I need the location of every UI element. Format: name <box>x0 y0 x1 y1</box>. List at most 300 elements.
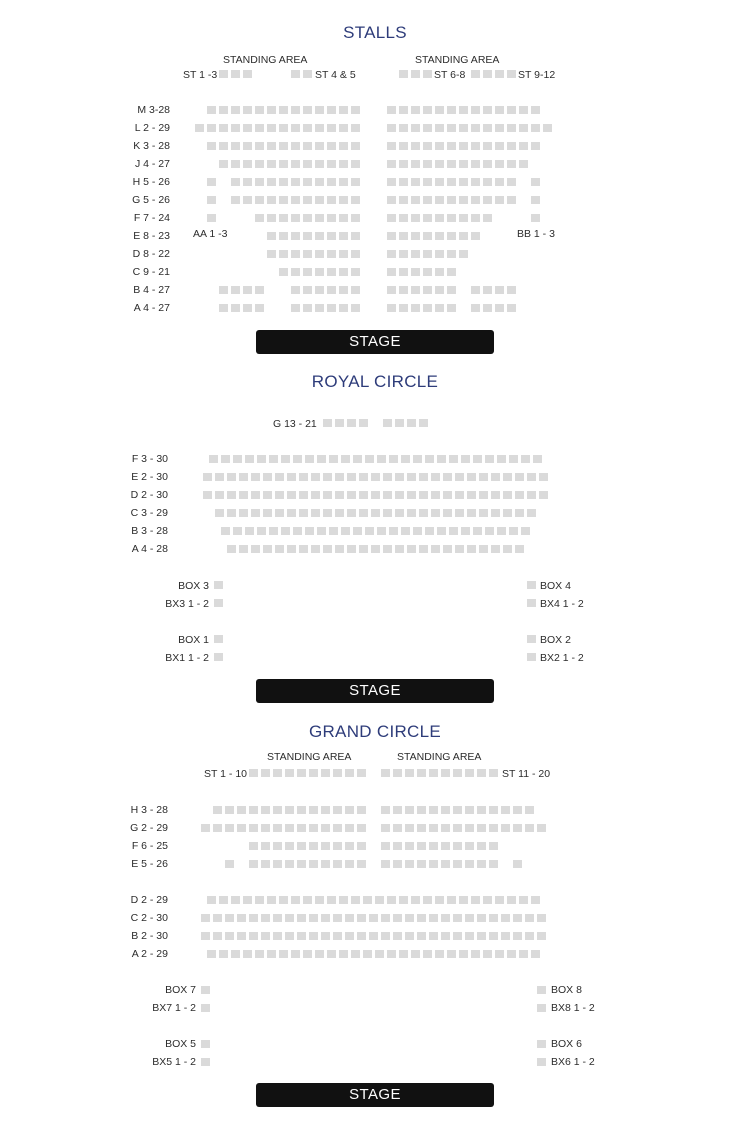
seat[interactable] <box>255 124 264 132</box>
seat[interactable] <box>291 896 300 904</box>
seat[interactable] <box>351 106 360 114</box>
seat[interactable] <box>309 806 318 814</box>
seat[interactable] <box>399 70 408 78</box>
seat[interactable] <box>333 860 342 868</box>
seat[interactable] <box>351 196 360 204</box>
seat[interactable] <box>459 106 468 114</box>
seat[interactable] <box>411 896 420 904</box>
seat[interactable] <box>423 950 432 958</box>
seat[interactable] <box>285 806 294 814</box>
seat[interactable] <box>281 455 290 463</box>
seat[interactable] <box>339 268 348 276</box>
seat[interactable] <box>275 473 284 481</box>
seat[interactable] <box>345 932 354 940</box>
seat[interactable] <box>417 842 426 850</box>
seat[interactable] <box>471 106 480 114</box>
seat[interactable] <box>483 950 492 958</box>
seat[interactable] <box>467 491 476 499</box>
seat[interactable] <box>327 950 336 958</box>
seat[interactable] <box>303 160 312 168</box>
seat[interactable] <box>503 491 512 499</box>
seat[interactable] <box>231 304 240 312</box>
seat[interactable] <box>303 286 312 294</box>
seat[interactable] <box>227 491 236 499</box>
seat[interactable] <box>443 545 452 553</box>
seat[interactable] <box>495 160 504 168</box>
seat[interactable] <box>329 455 338 463</box>
seat[interactable] <box>351 232 360 240</box>
seat[interactable] <box>375 896 384 904</box>
seat[interactable] <box>405 824 414 832</box>
seat[interactable] <box>393 806 402 814</box>
seat[interactable] <box>387 196 396 204</box>
seat[interactable] <box>214 635 223 643</box>
seat[interactable] <box>285 769 294 777</box>
seat[interactable] <box>395 491 404 499</box>
seat[interactable] <box>219 950 228 958</box>
seat[interactable] <box>489 914 498 922</box>
seat[interactable] <box>267 232 276 240</box>
seat[interactable] <box>521 455 530 463</box>
seat[interactable] <box>531 178 540 186</box>
seat[interactable] <box>339 196 348 204</box>
seat[interactable] <box>351 950 360 958</box>
seat[interactable] <box>435 178 444 186</box>
seat[interactable] <box>399 304 408 312</box>
seat[interactable] <box>515 491 524 499</box>
seat[interactable] <box>417 769 426 777</box>
seat[interactable] <box>387 896 396 904</box>
seat[interactable] <box>315 142 324 150</box>
seat[interactable] <box>399 142 408 150</box>
seat[interactable] <box>477 806 486 814</box>
seat[interactable] <box>423 214 432 222</box>
seat[interactable] <box>255 160 264 168</box>
seat[interactable] <box>407 419 416 427</box>
seat[interactable] <box>275 509 284 517</box>
seat[interactable] <box>291 178 300 186</box>
seat[interactable] <box>519 142 528 150</box>
seat[interactable] <box>269 455 278 463</box>
seat[interactable] <box>399 268 408 276</box>
seat[interactable] <box>251 545 260 553</box>
seat[interactable] <box>455 473 464 481</box>
seat[interactable] <box>315 160 324 168</box>
seat[interactable] <box>437 527 446 535</box>
seat[interactable] <box>459 950 468 958</box>
seat[interactable] <box>353 527 362 535</box>
seat[interactable] <box>465 914 474 922</box>
seat[interactable] <box>435 142 444 150</box>
seat[interactable] <box>279 142 288 150</box>
seat[interactable] <box>459 124 468 132</box>
seat[interactable] <box>339 178 348 186</box>
seat[interactable] <box>497 527 506 535</box>
seat[interactable] <box>303 196 312 204</box>
seat[interactable] <box>303 124 312 132</box>
seat[interactable] <box>405 860 414 868</box>
seat[interactable] <box>273 914 282 922</box>
seat[interactable] <box>303 106 312 114</box>
seat[interactable] <box>261 860 270 868</box>
seat[interactable] <box>315 124 324 132</box>
seat[interactable] <box>263 491 272 499</box>
seat[interactable] <box>201 986 210 994</box>
seat[interactable] <box>309 842 318 850</box>
seat[interactable] <box>279 232 288 240</box>
seat[interactable] <box>261 932 270 940</box>
seat[interactable] <box>525 914 534 922</box>
seat[interactable] <box>471 160 480 168</box>
seat[interactable] <box>411 232 420 240</box>
seat[interactable] <box>345 806 354 814</box>
seat[interactable] <box>399 214 408 222</box>
seat[interactable] <box>225 914 234 922</box>
seat[interactable] <box>327 304 336 312</box>
seat[interactable] <box>443 509 452 517</box>
seat[interactable] <box>419 491 428 499</box>
seat[interactable] <box>507 124 516 132</box>
seat[interactable] <box>435 124 444 132</box>
seat[interactable] <box>417 806 426 814</box>
seat[interactable] <box>519 896 528 904</box>
seat[interactable] <box>387 304 396 312</box>
seat[interactable] <box>287 545 296 553</box>
seat[interactable] <box>387 250 396 258</box>
seat[interactable] <box>237 824 246 832</box>
seat[interactable] <box>207 142 216 150</box>
seat[interactable] <box>479 473 488 481</box>
seat[interactable] <box>411 250 420 258</box>
seat[interactable] <box>513 860 522 868</box>
seat[interactable] <box>231 160 240 168</box>
seat[interactable] <box>429 806 438 814</box>
seat[interactable] <box>477 769 486 777</box>
seat[interactable] <box>381 914 390 922</box>
seat[interactable] <box>333 932 342 940</box>
seat[interactable] <box>453 932 462 940</box>
seat[interactable] <box>267 142 276 150</box>
seat[interactable] <box>465 769 474 777</box>
seat[interactable] <box>219 286 228 294</box>
seat[interactable] <box>393 769 402 777</box>
seat[interactable] <box>459 250 468 258</box>
seat[interactable] <box>273 769 282 777</box>
seat[interactable] <box>353 455 362 463</box>
seat[interactable] <box>279 950 288 958</box>
seat[interactable] <box>291 160 300 168</box>
seat[interactable] <box>315 286 324 294</box>
seat[interactable] <box>369 932 378 940</box>
seat[interactable] <box>449 455 458 463</box>
seat[interactable] <box>225 824 234 832</box>
seat[interactable] <box>447 268 456 276</box>
seat[interactable] <box>471 142 480 150</box>
seat[interactable] <box>219 124 228 132</box>
seat[interactable] <box>357 932 366 940</box>
seat[interactable] <box>305 527 314 535</box>
seat[interactable] <box>531 124 540 132</box>
seat[interactable] <box>431 545 440 553</box>
seat[interactable] <box>371 509 380 517</box>
seat[interactable] <box>495 106 504 114</box>
seat[interactable] <box>333 806 342 814</box>
seat[interactable] <box>281 527 290 535</box>
seat[interactable] <box>333 842 342 850</box>
seat[interactable] <box>323 491 332 499</box>
seat[interactable] <box>363 896 372 904</box>
seat[interactable] <box>303 178 312 186</box>
seat[interactable] <box>447 286 456 294</box>
seat[interactable] <box>339 232 348 240</box>
seat[interactable] <box>291 268 300 276</box>
seat[interactable] <box>489 932 498 940</box>
seat[interactable] <box>383 491 392 499</box>
seat[interactable] <box>231 286 240 294</box>
seat[interactable] <box>429 824 438 832</box>
seat[interactable] <box>485 455 494 463</box>
seat[interactable] <box>423 196 432 204</box>
seat[interactable] <box>447 950 456 958</box>
seat[interactable] <box>447 160 456 168</box>
seat[interactable] <box>357 842 366 850</box>
seat[interactable] <box>471 896 480 904</box>
seat[interactable] <box>347 491 356 499</box>
seat[interactable] <box>489 842 498 850</box>
seat[interactable] <box>249 806 258 814</box>
seat[interactable] <box>233 455 242 463</box>
seat[interactable] <box>473 527 482 535</box>
seat[interactable] <box>327 160 336 168</box>
seat[interactable] <box>465 806 474 814</box>
seat[interactable] <box>471 286 480 294</box>
seat[interactable] <box>231 142 240 150</box>
seat[interactable] <box>467 473 476 481</box>
seat[interactable] <box>491 491 500 499</box>
seat[interactable] <box>495 124 504 132</box>
seat[interactable] <box>419 545 428 553</box>
seat[interactable] <box>203 491 212 499</box>
seat[interactable] <box>537 986 546 994</box>
seat[interactable] <box>297 914 306 922</box>
seat[interactable] <box>255 896 264 904</box>
seat[interactable] <box>519 160 528 168</box>
seat[interactable] <box>357 860 366 868</box>
seat[interactable] <box>435 250 444 258</box>
seat[interactable] <box>255 178 264 186</box>
seat[interactable] <box>359 509 368 517</box>
seat[interactable] <box>201 932 210 940</box>
seat[interactable] <box>459 142 468 150</box>
seat[interactable] <box>495 950 504 958</box>
seat[interactable] <box>215 473 224 481</box>
seat[interactable] <box>327 142 336 150</box>
seat[interactable] <box>453 806 462 814</box>
seat[interactable] <box>257 527 266 535</box>
seat[interactable] <box>429 842 438 850</box>
seat[interactable] <box>267 106 276 114</box>
seat[interactable] <box>435 286 444 294</box>
seat[interactable] <box>447 178 456 186</box>
seat[interactable] <box>393 824 402 832</box>
seat[interactable] <box>525 932 534 940</box>
seat[interactable] <box>495 286 504 294</box>
seat[interactable] <box>219 304 228 312</box>
seat[interactable] <box>291 106 300 114</box>
seat[interactable] <box>231 178 240 186</box>
seat[interactable] <box>347 545 356 553</box>
seat[interactable] <box>321 842 330 850</box>
seat[interactable] <box>351 268 360 276</box>
seat[interactable] <box>489 769 498 777</box>
seat[interactable] <box>255 304 264 312</box>
seat[interactable] <box>195 124 204 132</box>
seat[interactable] <box>447 142 456 150</box>
seat[interactable] <box>213 824 222 832</box>
seat[interactable] <box>483 214 492 222</box>
seat[interactable] <box>435 304 444 312</box>
seat[interactable] <box>423 124 432 132</box>
seat[interactable] <box>261 806 270 814</box>
seat[interactable] <box>521 527 530 535</box>
seat[interactable] <box>207 950 216 958</box>
seat[interactable] <box>423 160 432 168</box>
seat[interactable] <box>275 491 284 499</box>
seat[interactable] <box>285 932 294 940</box>
seat[interactable] <box>303 304 312 312</box>
seat[interactable] <box>513 914 522 922</box>
seat[interactable] <box>509 455 518 463</box>
seat[interactable] <box>531 214 540 222</box>
seat[interactable] <box>339 250 348 258</box>
seat[interactable] <box>425 455 434 463</box>
seat[interactable] <box>413 455 422 463</box>
seat[interactable] <box>347 509 356 517</box>
seat[interactable] <box>461 455 470 463</box>
seat[interactable] <box>249 932 258 940</box>
seat[interactable] <box>411 950 420 958</box>
seat[interactable] <box>245 455 254 463</box>
seat[interactable] <box>483 160 492 168</box>
seat[interactable] <box>399 286 408 294</box>
seat[interactable] <box>405 932 414 940</box>
seat[interactable] <box>279 106 288 114</box>
seat[interactable] <box>335 473 344 481</box>
seat[interactable] <box>243 178 252 186</box>
seat[interactable] <box>527 473 536 481</box>
seat[interactable] <box>309 824 318 832</box>
seat[interactable] <box>483 124 492 132</box>
seat[interactable] <box>341 455 350 463</box>
seat[interactable] <box>455 545 464 553</box>
seat[interactable] <box>483 196 492 204</box>
seat[interactable] <box>531 142 540 150</box>
seat[interactable] <box>399 950 408 958</box>
seat[interactable] <box>237 806 246 814</box>
seat[interactable] <box>291 286 300 294</box>
seat[interactable] <box>411 196 420 204</box>
seat[interactable] <box>327 286 336 294</box>
seat[interactable] <box>507 160 516 168</box>
seat[interactable] <box>425 527 434 535</box>
seat[interactable] <box>309 914 318 922</box>
seat[interactable] <box>323 509 332 517</box>
seat[interactable] <box>231 196 240 204</box>
seat[interactable] <box>359 491 368 499</box>
seat[interactable] <box>227 473 236 481</box>
seat[interactable] <box>507 950 516 958</box>
seat[interactable] <box>233 527 242 535</box>
seat[interactable] <box>399 250 408 258</box>
seat[interactable] <box>479 491 488 499</box>
seat[interactable] <box>317 527 326 535</box>
seat[interactable] <box>381 769 390 777</box>
seat[interactable] <box>381 806 390 814</box>
seat[interactable] <box>351 896 360 904</box>
seat[interactable] <box>465 860 474 868</box>
seat[interactable] <box>291 950 300 958</box>
seat[interactable] <box>467 545 476 553</box>
seat[interactable] <box>243 142 252 150</box>
seat[interactable] <box>513 932 522 940</box>
seat[interactable] <box>441 824 450 832</box>
seat[interactable] <box>351 214 360 222</box>
seat[interactable] <box>251 473 260 481</box>
seat[interactable] <box>335 491 344 499</box>
seat[interactable] <box>467 509 476 517</box>
seat[interactable] <box>441 806 450 814</box>
seat[interactable] <box>441 860 450 868</box>
seat[interactable] <box>219 70 228 78</box>
seat[interactable] <box>509 527 518 535</box>
seat[interactable] <box>507 896 516 904</box>
seat[interactable] <box>423 70 432 78</box>
seat[interactable] <box>381 824 390 832</box>
seat[interactable] <box>219 106 228 114</box>
seat[interactable] <box>441 842 450 850</box>
seat[interactable] <box>321 769 330 777</box>
seat[interactable] <box>501 914 510 922</box>
seat[interactable] <box>273 806 282 814</box>
seat[interactable] <box>515 509 524 517</box>
seat[interactable] <box>381 932 390 940</box>
seat[interactable] <box>393 842 402 850</box>
seat[interactable] <box>387 214 396 222</box>
seat[interactable] <box>455 509 464 517</box>
seat[interactable] <box>371 545 380 553</box>
seat[interactable] <box>279 178 288 186</box>
seat[interactable] <box>507 142 516 150</box>
seat[interactable] <box>453 860 462 868</box>
seat[interactable] <box>527 653 536 661</box>
seat[interactable] <box>387 286 396 294</box>
seat[interactable] <box>255 142 264 150</box>
seat[interactable] <box>297 932 306 940</box>
seat[interactable] <box>407 509 416 517</box>
seat[interactable] <box>453 914 462 922</box>
seat[interactable] <box>273 860 282 868</box>
seat[interactable] <box>231 106 240 114</box>
seat[interactable] <box>501 932 510 940</box>
seat[interactable] <box>237 932 246 940</box>
seat[interactable] <box>369 914 378 922</box>
seat[interactable] <box>249 860 258 868</box>
seat[interactable] <box>419 509 428 517</box>
seat[interactable] <box>405 914 414 922</box>
seat[interactable] <box>315 214 324 222</box>
seat[interactable] <box>333 769 342 777</box>
seat[interactable] <box>219 160 228 168</box>
